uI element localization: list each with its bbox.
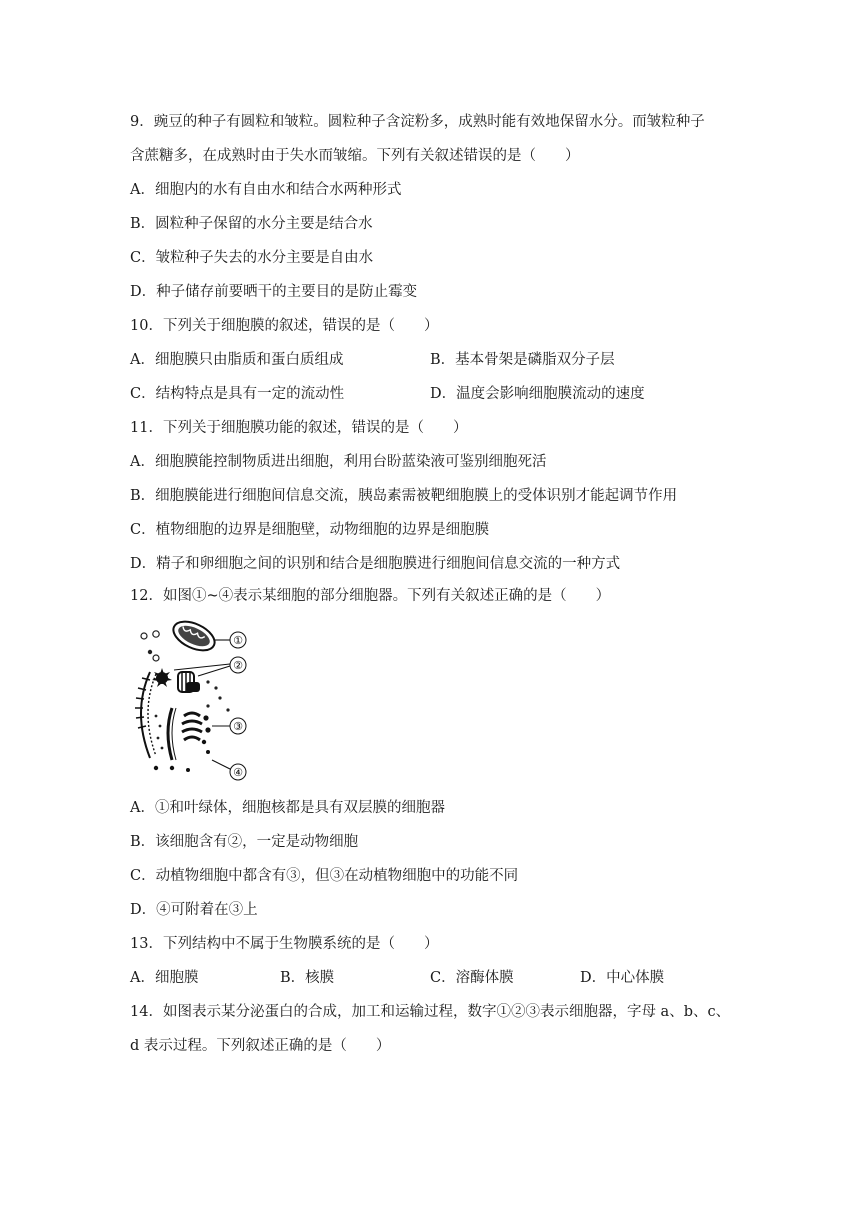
q9-option-c: C．皱粒种子失去的水分主要是自由水 [130,250,374,266]
leader-line-4 [212,760,232,770]
vesicle-shape [141,633,147,639]
ribosome-dot [218,696,221,699]
q9-stem-line2: 含蔗糖多，在成熟时由于失水而皱缩。下列有关叙述错误的是（ ） [130,148,580,164]
q11-option-a: A．细胞膜能控制物质进出细胞，利用台盼蓝染液可鉴别细胞死活 [130,454,547,470]
centriole-star-shape [152,668,172,687]
vesicle-shape [153,655,159,661]
er-strip [168,708,172,760]
q11-option-d: D．精子和卵细胞之间的识别和结合是细胞膜进行细胞间信息交流的一种方式 [130,556,621,572]
q12-option-a: A．①和叶绿体，细胞核都是具有双层膜的细胞器 [130,800,445,816]
leader-line-2b [198,666,230,676]
q10-option-c: C．结构特点是具有一定的流动性 [130,386,345,402]
figure-label-1: ① [233,634,243,647]
q9-option-a: A．细胞内的水有自由水和结合水两种形式 [130,182,402,198]
q11-option-c: C．植物细胞的边界是细胞壁，动物细胞的边界是细胞膜 [130,522,490,538]
golgi-shape [182,713,211,744]
organelle-diagram [128,612,268,784]
ribosome-dot [186,768,190,772]
er-strip-inner [172,708,176,760]
q13-option-b: B．核膜 [280,970,335,986]
q11-option-b: B．细胞膜能进行细胞间信息交流，胰岛素需被靶细胞膜上的受体识别才能起调节作用 [130,488,678,504]
q13-option-c: C．溶酶体膜 [430,970,514,986]
q9-stem-line1: 9．豌豆的种子有圆粒和皱粒。圆粒种子含淀粉多，成熟时能有效地保留水分。而皱粒种子 [130,114,705,130]
organelle-figure [128,612,268,784]
q14-stem-line1: 14．如图表示某分泌蛋白的合成，加工和运输过程，数字①②③表示细胞器，字母 a、b、c、 [130,1004,731,1020]
figure-label-4: ④ [233,766,243,779]
ribosome-dot [155,715,158,718]
mitochondrion-shape [169,616,219,656]
q10-option-a: A．细胞膜只由脂质和蛋白质组成 [130,352,344,368]
vesicle-shape [153,631,159,637]
ribosome-dot [161,747,164,750]
q13-option-d: D．中心体膜 [580,970,665,986]
q14-stem-line2: d 表示过程。下列叙述正确的是（ ） [130,1038,391,1054]
ribosome-dot [154,766,158,770]
q10-stem: 10．下列关于细胞膜的叙述，错误的是（ ） [130,318,439,334]
q11-stem: 11．下列关于细胞膜功能的叙述，错误的是（ ） [130,420,468,436]
q12-option-b: B．该细胞含有②，一定是动物细胞 [130,834,359,850]
ribosome-dot [170,766,174,770]
q9-option-d: D．种子储存前要晒干的主要目的是防止霉变 [130,284,418,300]
centriole-barrel-shape [178,672,200,692]
q10-option-b: B．基本骨架是磷脂双分子层 [430,352,615,368]
nuclear-envelope-arc [141,672,150,758]
figure-label-2: ② [233,659,243,672]
figure-label-3: ③ [233,720,243,733]
ribosome-dot [214,686,217,689]
ribosome-dot [206,680,209,683]
ribosome-dot [159,725,162,728]
q13-option-a: A．细胞膜 [130,970,199,986]
q13-stem: 13．下列结构中不属于生物膜系统的是（ ） [130,936,439,952]
q12-option-d: D．④可附着在③上 [130,902,258,918]
ribosome-dot [157,737,160,740]
ribosome-dot [206,704,209,707]
q9-option-b: B．圆粒种子保留的水分主要是结合水 [130,216,373,232]
q10-option-d: D．温度会影响细胞膜流动的速度 [430,386,645,402]
q12-stem: 12．如图①~④表示某细胞的部分细胞器。下列有关叙述正确的是（ ） [130,588,611,604]
ribosome-dot [148,650,152,654]
q12-option-c: C．动植物细胞中都含有③，但③在动植物细胞中的功能不同 [130,868,519,884]
ribosome-dot [226,708,229,711]
ribosome-dot [206,750,210,754]
nuclear-envelope-inner [148,674,156,756]
